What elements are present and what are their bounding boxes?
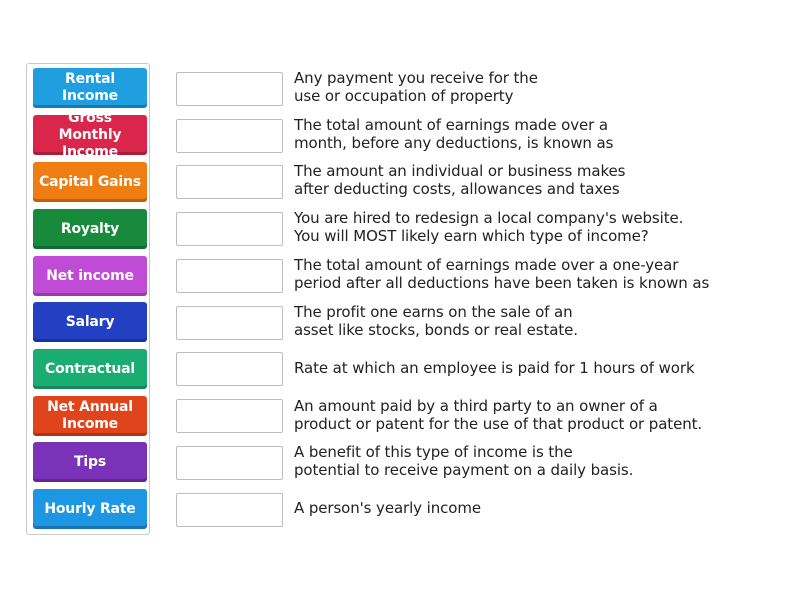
description-2: The total amount of earnings made over a month, before any deductions, is known as: [294, 115, 614, 152]
drop-slot-7[interactable]: [176, 352, 283, 386]
tile-net-income[interactable]: Net income: [33, 256, 147, 296]
drop-slot-8[interactable]: [176, 399, 283, 433]
tile-tips[interactable]: Tips: [33, 442, 147, 482]
drop-slot-10[interactable]: [176, 493, 283, 527]
tile-hourly-rate[interactable]: Hourly Rate: [33, 489, 147, 529]
drop-slot-4[interactable]: [176, 212, 283, 246]
tile-contractual[interactable]: Contractual: [33, 349, 147, 389]
description-9: A benefit of this type of income is the potential to receive payment on a daily basis.: [294, 442, 634, 479]
description-8: An amount paid by a third party to an owner of a product or patent for the use of that product or patent.: [294, 396, 703, 433]
drop-slot-6[interactable]: [176, 306, 283, 340]
tile-royalty[interactable]: Royalty: [33, 209, 147, 249]
tile-rental-income[interactable]: Rental Income: [33, 68, 147, 108]
description-6: The profit one earns on the sale of an asset like stocks, bonds or real estate.: [294, 302, 578, 339]
answer-tile-panel: [26, 63, 150, 535]
drop-slot-9[interactable]: [176, 446, 283, 480]
tile-net-annual-income[interactable]: Net Annual Income: [33, 396, 147, 436]
description-1: Any payment you receive for the use or occupation of property: [294, 68, 538, 105]
description-10: A person's yearly income: [294, 498, 481, 517]
drop-slot-3[interactable]: [176, 165, 283, 199]
drop-slot-1[interactable]: [176, 72, 283, 106]
description-4: You are hired to redesign a local company's website. You will MOST likely earn which type of income?: [294, 208, 684, 245]
description-5: The total amount of earnings made over a one-year period after all deductions have been taken is known as: [294, 255, 710, 292]
drop-slot-2[interactable]: [176, 119, 283, 153]
tile-salary[interactable]: Salary: [33, 302, 147, 342]
tile-capital-gains[interactable]: Capital Gains: [33, 162, 147, 202]
drop-slot-5[interactable]: [176, 259, 283, 293]
description-7: Rate at which an employee is paid for 1 hours of work: [294, 358, 695, 377]
tile-gross-monthly-income[interactable]: Gross Monthly Income: [33, 115, 147, 155]
description-3: The amount an individual or business makes after deducting costs, allowances and taxes: [294, 161, 626, 198]
